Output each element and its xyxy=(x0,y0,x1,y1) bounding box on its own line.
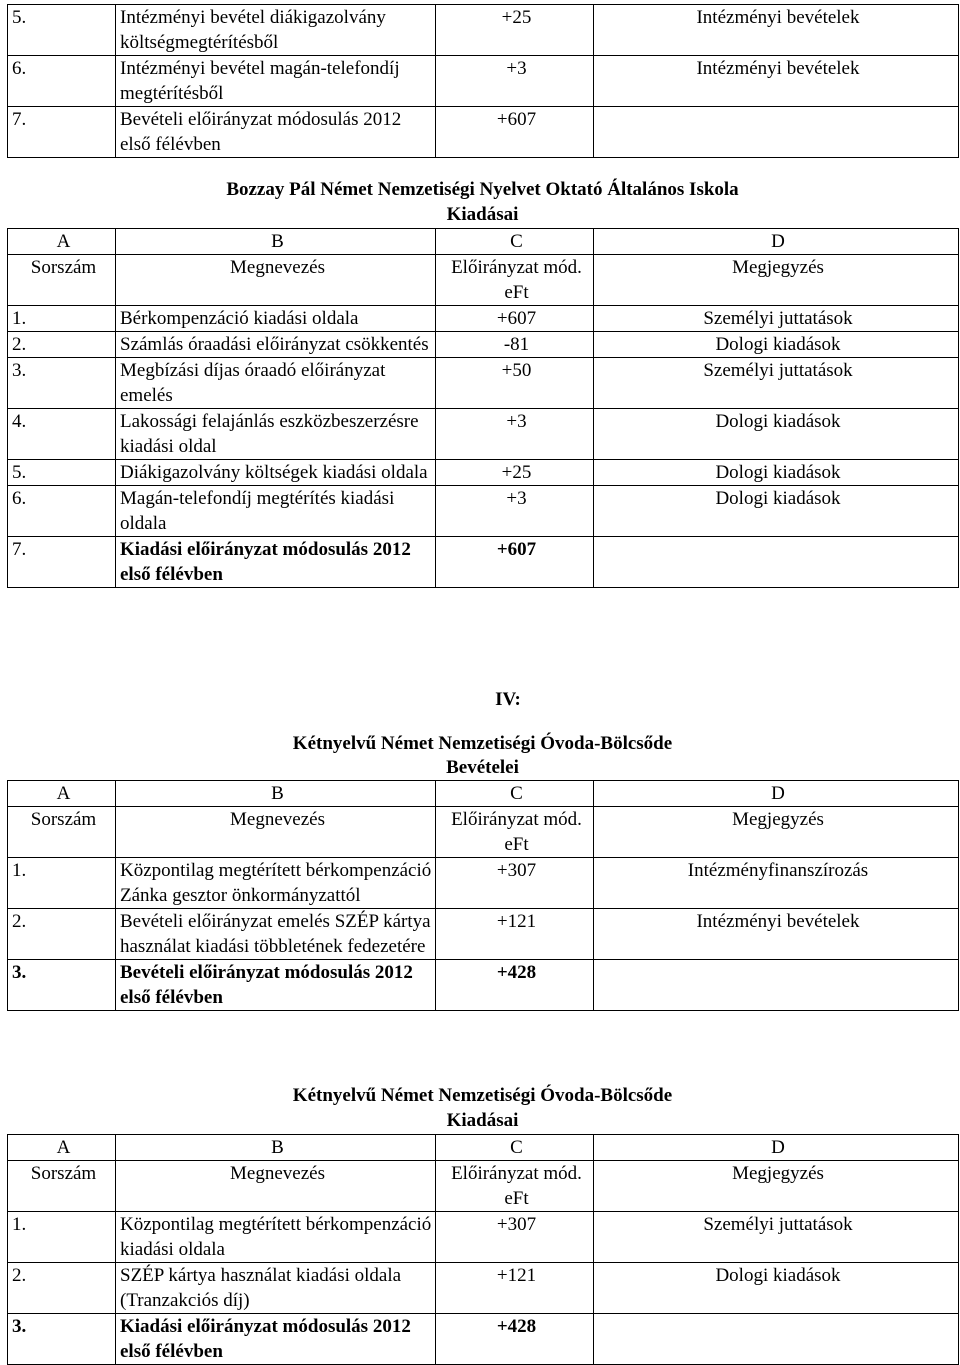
col-header: Megnevezés xyxy=(116,1161,436,1212)
row-name: Számlás óraadási előirányzat csökkentés xyxy=(116,332,436,358)
row-value: +3 xyxy=(436,486,594,537)
row-value: +121 xyxy=(436,909,594,960)
row-value: +121 xyxy=(436,1263,594,1314)
col-header: Megnevezés xyxy=(116,807,436,858)
row-number: 3. xyxy=(8,358,116,409)
row-number: 6. xyxy=(8,56,116,107)
column-letters xyxy=(8,229,959,255)
table-row xyxy=(8,107,959,158)
section2-table xyxy=(7,780,959,1011)
row-number: 3. xyxy=(8,1314,116,1365)
row-name: Lakossági felajánlás eszközbeszerzésre kiadási oldal xyxy=(116,409,436,460)
row-number: 7. xyxy=(8,537,116,588)
row-note: Személyi juttatások xyxy=(594,358,959,409)
col-header: Megjegyzés xyxy=(594,807,959,858)
table-row xyxy=(8,56,959,107)
row-number: 2. xyxy=(8,909,116,960)
row-number: 1. xyxy=(8,1212,116,1263)
row-note: Dologi kiadások xyxy=(594,1263,959,1314)
table-row xyxy=(8,537,959,588)
row-value: +25 xyxy=(436,5,594,56)
col-header: Sorszám xyxy=(8,807,116,858)
column-letters xyxy=(8,1135,959,1161)
col-letter: B xyxy=(116,781,436,807)
section2-subtitle: Bevételei xyxy=(446,757,519,778)
col-header: Megjegyzés xyxy=(594,255,959,306)
row-value: +607 xyxy=(436,306,594,332)
col-letter: B xyxy=(116,1135,436,1161)
row-note: Intézményi bevételek xyxy=(594,56,959,107)
row-number: 4. xyxy=(8,409,116,460)
row-value: +25 xyxy=(436,460,594,486)
row-note: Dologi kiadások xyxy=(594,460,959,486)
table-row xyxy=(8,1212,959,1263)
row-note: Intézményi bevételek xyxy=(594,5,959,56)
col-header: Megjegyzés xyxy=(594,1161,959,1212)
col-letter: A xyxy=(8,1135,116,1161)
section3-table xyxy=(7,1134,959,1365)
row-name: Diákigazolvány költségek kiadási oldala xyxy=(116,460,436,486)
col-letter: A xyxy=(8,781,116,807)
col-letter: B xyxy=(116,229,436,255)
row-number: 5. xyxy=(8,460,116,486)
row-note xyxy=(594,1314,959,1365)
row-note: Dologi kiadások xyxy=(594,409,959,460)
row-name: Központilag megtérített bérkompenzáció Zánka gesztor önkormányzattól xyxy=(116,858,436,909)
row-name: Megbízási díjas óraadó előirányzat emelés xyxy=(116,358,436,409)
row-name: SZÉP kártya használat kiadási oldala (Tranzakciós díj) xyxy=(116,1263,436,1314)
row-value: +3 xyxy=(436,409,594,460)
table-row xyxy=(8,486,959,537)
row-number: 7. xyxy=(8,107,116,158)
row-name: Bevételi előirányzat módosulás 2012 első félévben xyxy=(116,960,436,1011)
row-name: Kiadási előirányzat módosulás 2012 első félévben xyxy=(116,1314,436,1365)
row-value: +307 xyxy=(436,1212,594,1263)
table-row xyxy=(8,960,959,1011)
row-number: 2. xyxy=(8,1263,116,1314)
section1-subtitle: Kiadásai xyxy=(446,204,519,225)
table-row xyxy=(8,460,959,486)
col-letter: C xyxy=(436,1135,594,1161)
section-label: IV: xyxy=(495,689,521,710)
row-value: +428 xyxy=(436,960,594,1011)
col-header: Megnevezés xyxy=(116,255,436,306)
col-letter: D xyxy=(594,1135,959,1161)
col-letter: A xyxy=(8,229,116,255)
row-name: Intézményi bevétel magán-telefondíj megtérítésből xyxy=(116,56,436,107)
table-row xyxy=(8,409,959,460)
table-row xyxy=(8,358,959,409)
col-header: Előirányzat mód. eFt xyxy=(436,807,594,858)
section3-title: Kétnyelvű Német Nemzetiségi Óvoda-Bölcsőde xyxy=(292,1085,673,1106)
section1-table xyxy=(7,228,959,588)
table-row xyxy=(8,1263,959,1314)
row-note xyxy=(594,960,959,1011)
col-letter: C xyxy=(436,781,594,807)
section1-title: Bozzay Pál Német Nemzetiségi Nyelvet Oktató Általános Iskola xyxy=(226,179,739,200)
row-number: 1. xyxy=(8,306,116,332)
table-row xyxy=(8,1314,959,1365)
row-note xyxy=(594,537,959,588)
row-value: +607 xyxy=(436,537,594,588)
row-name: Bevételi előirányzat módosulás 2012 első félévben xyxy=(116,107,436,158)
column-letters xyxy=(8,781,959,807)
row-name: Kiadási előirányzat módosulás 2012 első félévben xyxy=(116,537,436,588)
row-note: Személyi juttatások xyxy=(594,1212,959,1263)
col-letter: C xyxy=(436,229,594,255)
row-name: Magán-telefondíj megtérítés kiadási oldala xyxy=(116,486,436,537)
row-value: +50 xyxy=(436,358,594,409)
row-number: 2. xyxy=(8,332,116,358)
row-name: Bevételi előirányzat emelés SZÉP kártya használat kiadási többletének fedezetére xyxy=(116,909,436,960)
row-note xyxy=(594,107,959,158)
row-name: Intézményi bevétel diákigazolvány költségmegtérítésből xyxy=(116,5,436,56)
row-note: Intézményi bevételek xyxy=(594,909,959,960)
row-number: 1. xyxy=(8,858,116,909)
table-row xyxy=(8,858,959,909)
column-headers xyxy=(8,1161,959,1212)
row-value: -81 xyxy=(436,332,594,358)
table-row xyxy=(8,306,959,332)
top-table xyxy=(7,4,959,158)
row-value: +3 xyxy=(436,56,594,107)
col-letter: D xyxy=(594,781,959,807)
col-header: Előirányzat mód. eFt xyxy=(436,255,594,306)
section2-title: Kétnyelvű Német Nemzetiségi Óvoda-Bölcsőde xyxy=(292,733,673,754)
row-value: +607 xyxy=(436,107,594,158)
col-header: Sorszám xyxy=(8,1161,116,1212)
row-note: Dologi kiadások xyxy=(594,486,959,537)
row-number: 5. xyxy=(8,5,116,56)
section3-subtitle: Kiadásai xyxy=(446,1110,519,1131)
row-name: Bérkompenzáció kiadási oldala xyxy=(116,306,436,332)
row-number: 3. xyxy=(8,960,116,1011)
table-row xyxy=(8,909,959,960)
column-headers xyxy=(8,807,959,858)
row-value: +428 xyxy=(436,1314,594,1365)
row-name: Központilag megtérített bérkompenzáció kiadási oldala xyxy=(116,1212,436,1263)
row-value: +307 xyxy=(436,858,594,909)
col-header: Előirányzat mód. eFt xyxy=(436,1161,594,1212)
row-number: 6. xyxy=(8,486,116,537)
col-letter: D xyxy=(594,229,959,255)
column-headers xyxy=(8,255,959,306)
table-row xyxy=(8,332,959,358)
row-note: Intézményfinanszírozás xyxy=(594,858,959,909)
row-note: Személyi juttatások xyxy=(594,306,959,332)
col-header: Sorszám xyxy=(8,255,116,306)
row-note: Dologi kiadások xyxy=(594,332,959,358)
table-row xyxy=(8,5,959,56)
